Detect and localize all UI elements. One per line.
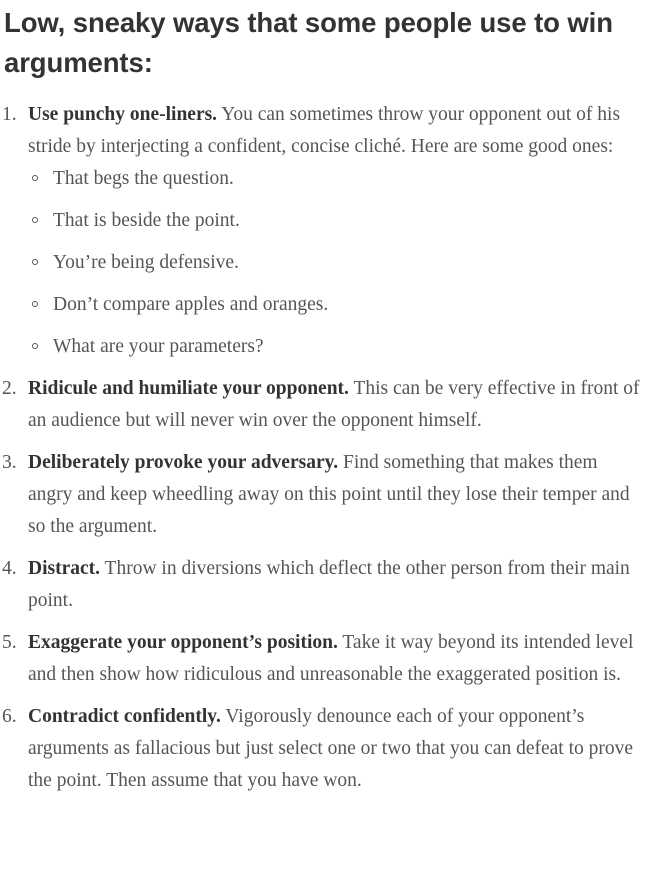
item-lead: Use punchy one-liners. xyxy=(28,104,218,125)
item-lead: Deliberately provoke your adversary. xyxy=(28,452,339,473)
list-item xyxy=(4,373,646,437)
sub-list-item xyxy=(32,289,646,321)
sub-item-text: You’re being defensive. xyxy=(53,252,239,273)
circle-bullet-icon xyxy=(32,217,38,223)
list-number: 5. xyxy=(2,632,17,653)
item-text: Find something that makes them angry and keep wheedling away on this point until they lose their temper and so the argument. xyxy=(28,452,630,537)
sub-item-text: That begs the question. xyxy=(53,168,234,189)
item-text: Throw in diversions which deflect the other person from their main point. xyxy=(28,558,630,611)
item-text: Take it way beyond its intended level and then show how ridiculous and unreasonable the exaggerated position is. xyxy=(28,632,634,685)
item-lead: Contradict confidently. xyxy=(28,706,221,727)
item-lead: Distract. xyxy=(28,558,101,579)
article xyxy=(4,0,646,807)
list-number: 1. xyxy=(2,104,17,125)
item-text: This can be very effective in front of an audience but will never win over the opponent himself. xyxy=(28,378,640,431)
list-item xyxy=(4,627,646,691)
list-item xyxy=(4,553,646,617)
circle-bullet-icon xyxy=(32,175,38,181)
item-lead: Ridicule and humiliate your opponent. xyxy=(28,378,349,399)
item-lead: Exaggerate your opponent’s position. xyxy=(28,632,338,653)
sub-item-text: What are your parameters? xyxy=(53,336,264,357)
sub-item-text: Don’t compare apples and oranges. xyxy=(53,294,329,315)
circle-bullet-icon xyxy=(32,259,38,265)
list-item xyxy=(4,99,646,363)
list-number: 4. xyxy=(2,558,17,579)
item-text: You can sometimes throw your opponent out of his stride by interjecting a confident, concise cliché. Here are some good ones: xyxy=(28,104,621,157)
list-number: 3. xyxy=(2,452,17,473)
page-title: Low, sneaky ways that some people use to win arguments: xyxy=(4,7,613,78)
sub-list-item xyxy=(32,247,646,279)
list-number: 2. xyxy=(2,378,17,399)
sub-item-text: That is beside the point. xyxy=(53,210,240,231)
sub-list-item xyxy=(32,163,646,195)
list-item xyxy=(4,447,646,543)
tactics-list xyxy=(4,99,646,797)
sub-list-item xyxy=(32,205,646,237)
list-item xyxy=(4,701,646,797)
list-number: 6. xyxy=(2,706,17,727)
item-text: Vigorously denounce each of your opponent’s arguments as fallacious but just select one or two that you can defeat to prove the point. Then assume that you have won. xyxy=(28,706,634,791)
circle-bullet-icon xyxy=(32,343,38,349)
sub-list xyxy=(28,163,646,363)
sub-list-item xyxy=(32,331,646,363)
circle-bullet-icon xyxy=(32,301,38,307)
